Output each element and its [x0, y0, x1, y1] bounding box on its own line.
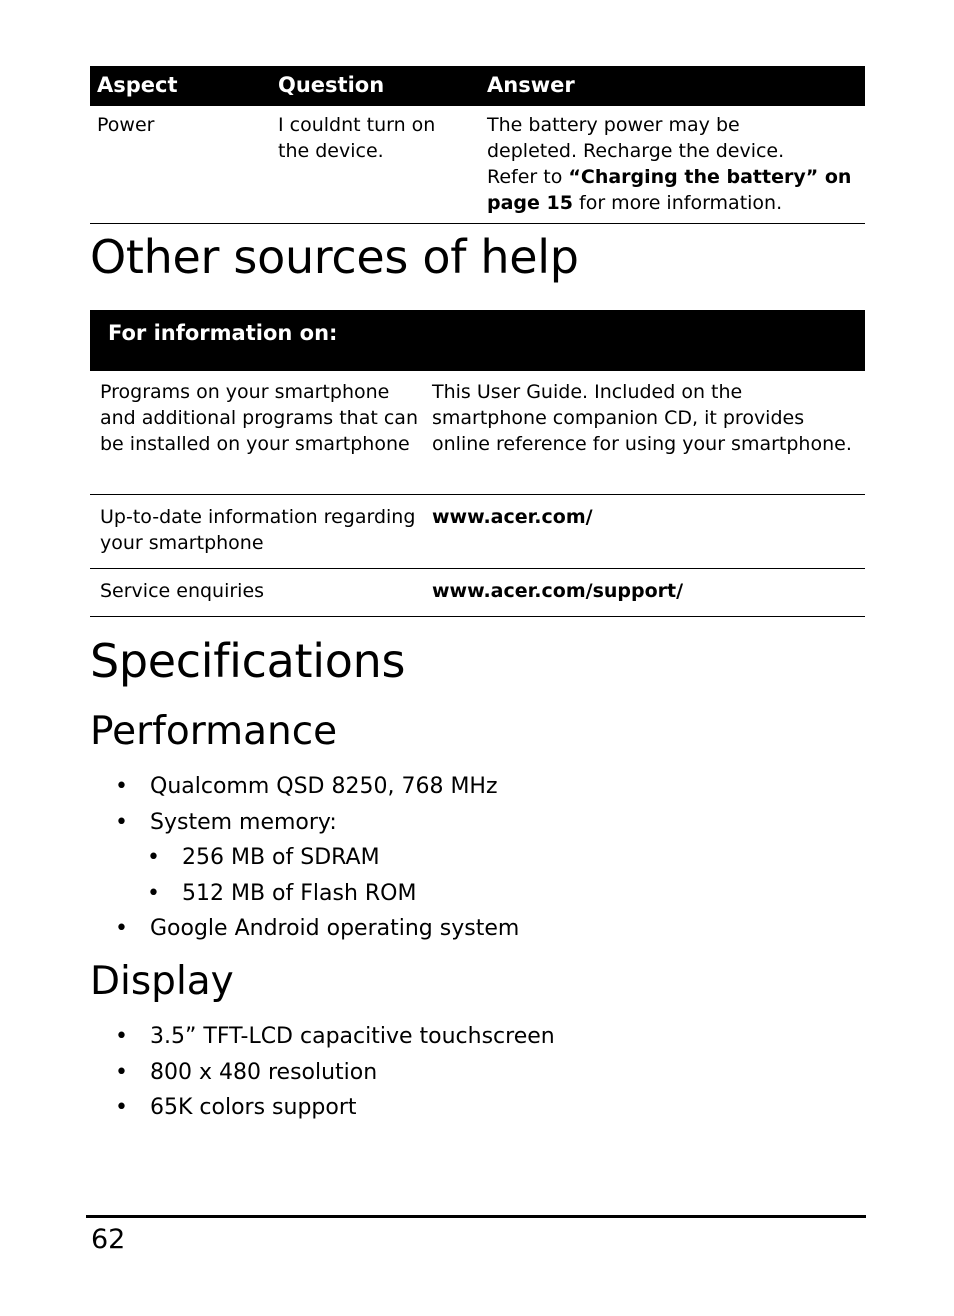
table-row	[90, 106, 865, 224]
topic-cell: Service enquiries	[100, 580, 265, 602]
list-item	[115, 1019, 555, 1055]
bullet-icon: •	[115, 774, 128, 799]
list-item-text: 512 MB of Flash ROM	[182, 880, 417, 906]
list-item	[115, 1055, 555, 1091]
list-item	[115, 911, 520, 947]
bullet-icon: •	[115, 1095, 128, 1120]
list-item	[115, 1090, 555, 1126]
list-item-text: System memory:	[150, 809, 337, 835]
answer-text-tail: for more information.	[572, 192, 783, 214]
list-item-text: 65K colors support	[150, 1095, 357, 1120]
source-cell: This User Guide. Included on the smartphone companion CD, it provides online reference for using your smartphone.	[432, 381, 852, 455]
list-item	[115, 805, 519, 841]
column-header-question: Question	[278, 73, 385, 97]
subsection-title-display: Display	[90, 959, 234, 1004]
bullet-icon: •	[115, 1059, 128, 1085]
list-item-text: 256 MB of SDRAM	[182, 845, 380, 870]
bullet-icon: •	[147, 845, 160, 870]
topic-cell: Programs on your smartphone and additional programs that can be installed on your smartphone	[100, 381, 418, 455]
display-list	[115, 1019, 555, 1126]
bullet-icon: •	[115, 1024, 128, 1049]
bullet-icon: •	[115, 916, 128, 941]
table-row	[90, 569, 865, 617]
help-table-header	[90, 310, 865, 371]
bullet-icon: •	[115, 809, 128, 835]
table-row	[90, 371, 865, 495]
acer-website-link[interactable]: www.acer.com/	[432, 506, 593, 528]
help-sources-table	[90, 310, 865, 617]
question-cell: I couldnt turn on the device.	[278, 114, 436, 162]
list-item-text: Google Android operating system	[150, 916, 520, 941]
cross-reference-link[interactable]: “Charging the battery” on page 15	[487, 166, 852, 214]
acer-support-link[interactable]: www.acer.com/support/	[432, 580, 684, 602]
answer-cell	[487, 112, 865, 216]
section-title-specifications: Specifications	[90, 634, 406, 688]
list-item-text: Qualcomm QSD 8250, 768 MHz	[150, 774, 498, 799]
answer-text-line: The battery power may be	[487, 114, 740, 136]
column-header-answer: Answer	[487, 73, 575, 97]
aspect-cell: Power	[97, 114, 155, 136]
troubleshooting-table	[90, 66, 865, 224]
performance-list	[115, 769, 520, 947]
footer-divider	[86, 1215, 866, 1218]
list-item-text: 3.5” TFT-LCD capacitive touchscreen	[150, 1024, 555, 1049]
subsection-title-performance: Performance	[90, 709, 338, 754]
list-item	[115, 769, 519, 805]
list-item	[147, 840, 519, 876]
answer-text-line: depleted. Recharge the device.	[487, 140, 785, 162]
answer-text-line: Refer to	[487, 166, 569, 188]
help-table-header-label: For information on:	[108, 321, 338, 345]
table-row	[90, 495, 865, 569]
list-item-text: 800 x 480 resolution	[150, 1059, 378, 1085]
topic-cell: Up-to-date information regarding your smartphone	[100, 506, 416, 554]
bullet-icon: •	[147, 880, 160, 906]
section-title-other-help: Other sources of help	[90, 230, 579, 284]
column-header-aspect: Aspect	[97, 73, 178, 97]
page-number: 62	[91, 1224, 126, 1255]
list-item	[147, 876, 519, 912]
troubleshooting-table-header	[90, 66, 865, 106]
